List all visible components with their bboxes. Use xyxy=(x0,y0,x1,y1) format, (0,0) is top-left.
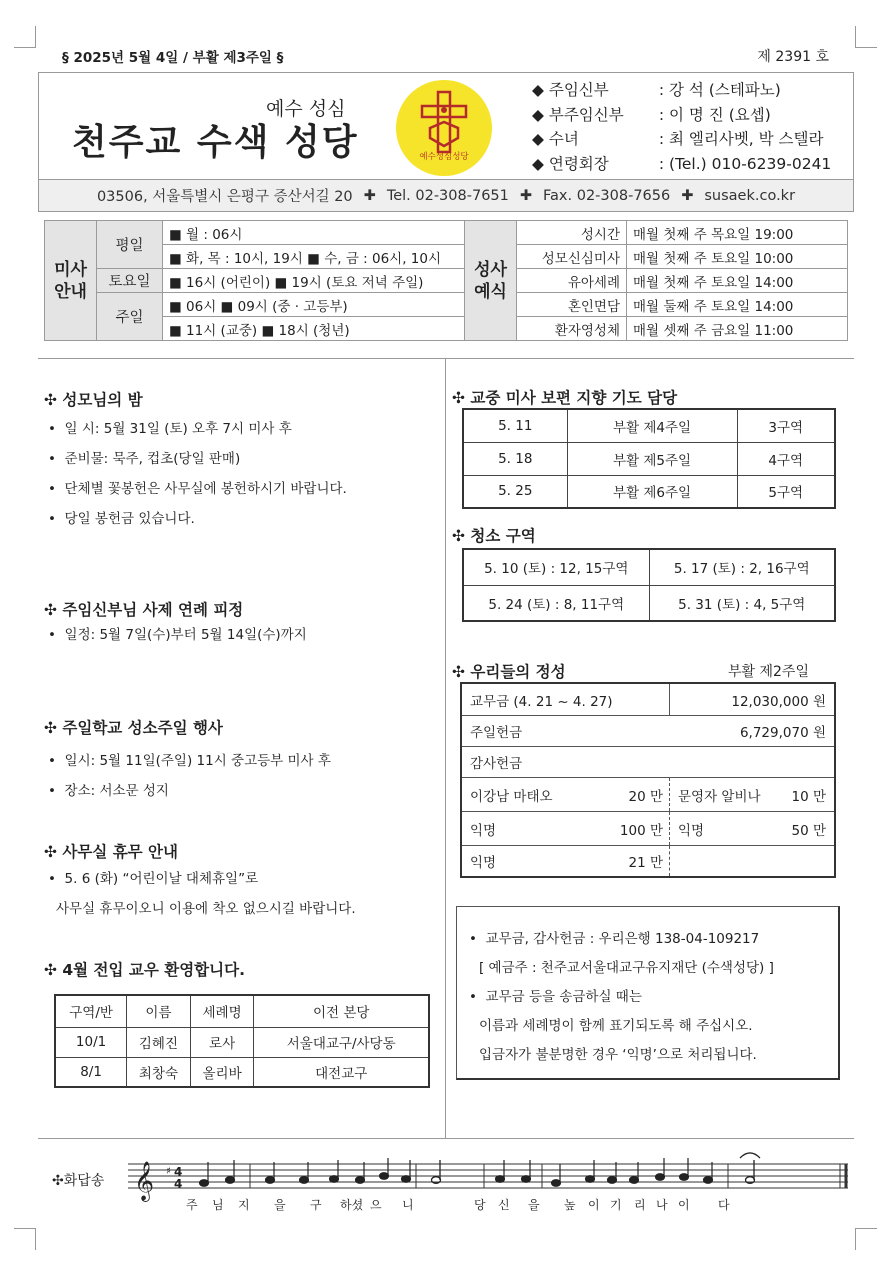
diamond-icon: ◆ xyxy=(532,105,549,124)
offering-row xyxy=(462,684,834,716)
welcome-table xyxy=(54,994,430,1088)
offering-row xyxy=(462,716,834,747)
lyric-syllable: 님 xyxy=(212,1198,224,1212)
donor-row xyxy=(462,812,834,846)
bulletin-date: § 2025년 5월 4일 / 부활 제3주일 § xyxy=(62,50,284,66)
staff-role: 주임신부 xyxy=(548,81,609,99)
section-title: ✣ 우리들의 정성 xyxy=(452,663,566,681)
church-logo xyxy=(396,80,492,176)
donor-cell: 익명 50 만 xyxy=(678,822,826,839)
lyric-syllable: 하셨 xyxy=(340,1198,364,1212)
lyric-syllable: 을 xyxy=(528,1198,540,1212)
donor-cell: 익명 100 만 xyxy=(462,812,670,845)
svg-text:♯: ♯ xyxy=(166,1166,171,1177)
divider xyxy=(38,1138,854,1139)
sunday-label: 주일 xyxy=(97,293,163,341)
lyric-syllable: 신 xyxy=(498,1198,510,1212)
offering-label: 교무금 (4. 21 ~ 4. 27) xyxy=(462,684,670,715)
staff-role: 수녀 xyxy=(548,130,579,148)
section-list xyxy=(48,620,307,650)
table-cell: 5. 11 xyxy=(463,409,567,442)
schedule-table xyxy=(44,220,848,341)
table-cell: 3구역 xyxy=(737,409,835,442)
sacrament-name: 혼인면담 xyxy=(517,293,627,317)
sunday-1: ■ 06시 ■ 09시 (중 · 고등부) xyxy=(163,293,465,317)
table-cell: 5. 24 (토) : 8, 11구역 xyxy=(463,585,649,621)
church-subtitle: 예수 성심 xyxy=(266,98,346,120)
sacrament-time: 매월 첫째 주 토요일 10:00 xyxy=(627,245,848,269)
table-cell: 5. 25 xyxy=(463,475,567,508)
section-list xyxy=(48,414,347,534)
telephone: Tel. 02-308-7651 xyxy=(386,187,509,204)
bank-line: • 교무금, 감사헌금 : 우리은행 138-04-109217 xyxy=(469,931,760,947)
table-cell: 서울대교구/사당동 xyxy=(254,1027,429,1057)
staff-role: 연령회장 xyxy=(548,154,609,173)
table-cell: 5. 31 (토) : 4, 5구역 xyxy=(649,585,835,621)
table-cell: 부활 제6주일 xyxy=(567,475,737,508)
cross-icon: ✚ xyxy=(363,187,376,204)
table-cell: 김혜진 xyxy=(127,1027,191,1057)
list-item-continuation: 사무실 휴무이오니 이용에 착오 없으시길 바랍니다. xyxy=(56,901,356,917)
offering-label: 주일헌금 xyxy=(470,725,523,741)
table-cell: 부활 제4주일 xyxy=(567,409,737,442)
logo-text: 예수성심성당 xyxy=(419,152,469,162)
table-cell: 10/1 xyxy=(55,1027,127,1057)
fax: Fax. 02-308-7656 xyxy=(543,187,671,204)
list-item: • 당일 봉헌금 있습니다. xyxy=(48,511,195,527)
svg-text:4: 4 xyxy=(174,1177,183,1191)
table-header: 세례명 xyxy=(190,995,254,1027)
sacrament-name: 유아세례 xyxy=(517,269,627,293)
offering-label: 감사헌금 xyxy=(470,756,523,772)
list-item: • 준비물: 묵주, 컵초(당일 판매) xyxy=(48,451,241,467)
website[interactable]: susaek.co.kr xyxy=(704,187,796,204)
lyric-syllable: 니 xyxy=(402,1198,414,1212)
section-title: ✣ 청소 구역 xyxy=(452,527,536,545)
sacrament-name: 성모신심미사 xyxy=(517,245,627,269)
offering-week: 부활 제2주일 xyxy=(728,664,809,680)
table-cell: 5. 10 (토) : 12, 15구역 xyxy=(463,549,649,585)
staff-name: : 강 석 (스테파노) xyxy=(658,81,781,99)
table-header: 이름 xyxy=(127,995,191,1027)
table-cell: 5. 18 xyxy=(463,442,567,475)
list-item: • 단체별 꽃봉헌은 사무실에 봉헌하시기 바랍니다. xyxy=(48,481,347,497)
section-title: ✣ 4월 전입 교우 환영합니다. xyxy=(44,961,245,979)
sunday-2: ■ 11시 (교중) ■ 18시 (청년) xyxy=(163,317,465,341)
list-item: • 일 시: 5월 31일 (토) 오후 7시 미사 후 xyxy=(48,421,292,437)
offering-table xyxy=(460,682,836,878)
donor-cell: 익명 21 만 xyxy=(462,846,670,876)
section-title: ✣ 주일학교 성소주일 행사 xyxy=(44,719,223,737)
saturday-mass: ■ 16시 (어린이) ■ 19시 (토요 저녁 주일) xyxy=(163,269,465,293)
lyric-syllable: 을 xyxy=(274,1198,286,1212)
bank-line: • 교무금 등을 송금하실 때는 xyxy=(469,989,642,1005)
bank-line: 입금자가 불분명한 경우 ‘익명’으로 처리됩니다. xyxy=(479,1047,757,1063)
prayer-table xyxy=(462,408,836,509)
crop-mark xyxy=(855,1228,877,1250)
lyric-syllable: 리 xyxy=(634,1198,646,1212)
list-item: • 장소: 서소문 성지 xyxy=(48,783,169,799)
address: 03506, 서울특별시 은평구 증산서길 20 xyxy=(96,189,353,205)
table-cell: 5구역 xyxy=(737,475,835,508)
column-divider xyxy=(445,358,446,1138)
psalm-lyrics xyxy=(186,1196,746,1213)
offering-amount: 12,030,000 원 xyxy=(731,693,826,710)
lyric-syllable: 높 xyxy=(564,1198,576,1212)
staff-name: : (Tel.) 010-6239-0241 xyxy=(658,154,832,173)
staff-list xyxy=(532,78,831,176)
diamond-icon: ◆ xyxy=(532,154,549,173)
staff-name: : 최 엘리사벳, 박 스텔라 xyxy=(658,130,824,148)
cross-icon: ✚ xyxy=(681,187,694,204)
table-header: 이전 본당 xyxy=(254,995,429,1027)
church-name: 천주교 수색 성당 xyxy=(72,122,359,163)
section-title: ✣ 사무실 휴무 안내 xyxy=(44,843,178,861)
lyric-syllable: 나 xyxy=(656,1198,668,1212)
sacrament-time: 매월 첫째 주 토요일 14:00 xyxy=(627,269,848,293)
bank-line: 이름과 세례명이 함께 표기되도록 해 주십시오. xyxy=(479,1018,753,1034)
staff-role: 부주임신부 xyxy=(548,105,624,124)
staff-row xyxy=(532,127,831,152)
list-item: • 일시: 5월 11일(주일) 11시 중고등부 미사 후 xyxy=(48,753,331,769)
crop-mark xyxy=(14,26,36,48)
sacrament-name: 환자영성체 xyxy=(517,317,627,341)
psalm-label: ✣화답송 xyxy=(52,1173,105,1189)
svg-text:4: 4 xyxy=(174,1165,183,1179)
weekday-2: ■ 화, 목 : 10시, 19시 ■ 수, 금 : 06시, 10시 xyxy=(163,245,465,269)
table-cell: 올리바 xyxy=(190,1057,254,1087)
donor-row xyxy=(462,846,834,876)
crop-mark xyxy=(14,1228,36,1250)
lyric-syllable: 주 xyxy=(186,1198,198,1212)
table-cell: 로사 xyxy=(190,1027,254,1057)
table-cell: 최창숙 xyxy=(127,1057,191,1087)
staff-row xyxy=(532,103,831,128)
section-title: ✣ 교중 미사 보편 지향 기도 담당 xyxy=(452,389,678,407)
sacrament-name: 성시간 xyxy=(517,221,627,245)
section-list xyxy=(48,746,331,806)
list-item: • 일정: 5월 7일(수)부터 5월 14일(수)까지 xyxy=(48,627,307,643)
weekday-1: ■ 월 : 06시 xyxy=(163,221,465,245)
staff-row xyxy=(532,152,831,177)
bank-line: [ 예금주 : 천주교서울대교구유지재단 (수색성당) ] xyxy=(479,960,774,976)
lyric-syllable: 기 xyxy=(610,1198,622,1212)
sacrament-time: 매월 첫째 주 목요일 19:00 xyxy=(627,221,848,245)
donor-row xyxy=(462,778,834,812)
sacrament-heading: 성사 예식 xyxy=(465,221,517,341)
divider xyxy=(38,358,854,359)
table-cell: 8/1 xyxy=(55,1057,127,1087)
section-title: ✣ 주임신부님 사제 연례 피정 xyxy=(44,601,244,619)
lyric-syllable: 구 xyxy=(310,1198,322,1212)
donor-cell xyxy=(670,846,834,876)
diamond-icon: ◆ xyxy=(532,130,549,148)
staff-row xyxy=(532,78,831,103)
lyric-syllable: 당 xyxy=(474,1198,486,1212)
table-cell: 5. 17 (토) : 2, 16구역 xyxy=(649,549,835,585)
offering-row xyxy=(462,747,834,778)
issue-number: 제 2391 호 xyxy=(757,49,829,65)
staff-name: : 이 명 진 (요셉) xyxy=(658,105,771,124)
donor-cell: 이강남 마태오 20 만 xyxy=(462,778,670,811)
lyric-syllable: 이 xyxy=(678,1198,690,1212)
weekday-label: 평일 xyxy=(97,221,163,269)
crop-mark xyxy=(855,26,877,48)
lyric-syllable: 이 xyxy=(588,1198,600,1212)
bank-info-box xyxy=(456,906,840,1080)
donor-cell: 문영자 알비나 10 만 xyxy=(678,788,826,805)
sacrament-time: 매월 둘째 주 토요일 14:00 xyxy=(627,293,848,317)
saturday-label: 토요일 xyxy=(97,269,163,293)
table-header: 구역/반 xyxy=(55,995,127,1027)
offering-amount: 6,729,070 원 xyxy=(739,725,826,741)
address-bar xyxy=(38,180,854,212)
list-item: • 5. 6 (화) “어린이날 대체휴일”로 xyxy=(48,871,259,887)
mass-heading: 미사 안내 xyxy=(45,221,97,341)
cleaning-table xyxy=(462,548,836,622)
svg-text:𝄞: 𝄞 xyxy=(134,1161,155,1201)
section-title: ✣ 성모님의 밤 xyxy=(44,391,143,409)
diamond-icon: ◆ xyxy=(532,81,549,99)
lyric-syllable: 지 xyxy=(238,1198,250,1212)
table-cell: 부활 제5주일 xyxy=(567,442,737,475)
table-cell: 4구역 xyxy=(737,442,835,475)
table-cell: 대전교구 xyxy=(254,1057,429,1087)
sacrament-time: 매월 셋째 주 금요일 11:00 xyxy=(627,317,848,341)
lyric-syllable: 다 xyxy=(718,1198,730,1212)
cross-icon: ✚ xyxy=(519,187,533,204)
lyric-syllable: 으 xyxy=(370,1198,382,1212)
section-list xyxy=(48,864,356,924)
